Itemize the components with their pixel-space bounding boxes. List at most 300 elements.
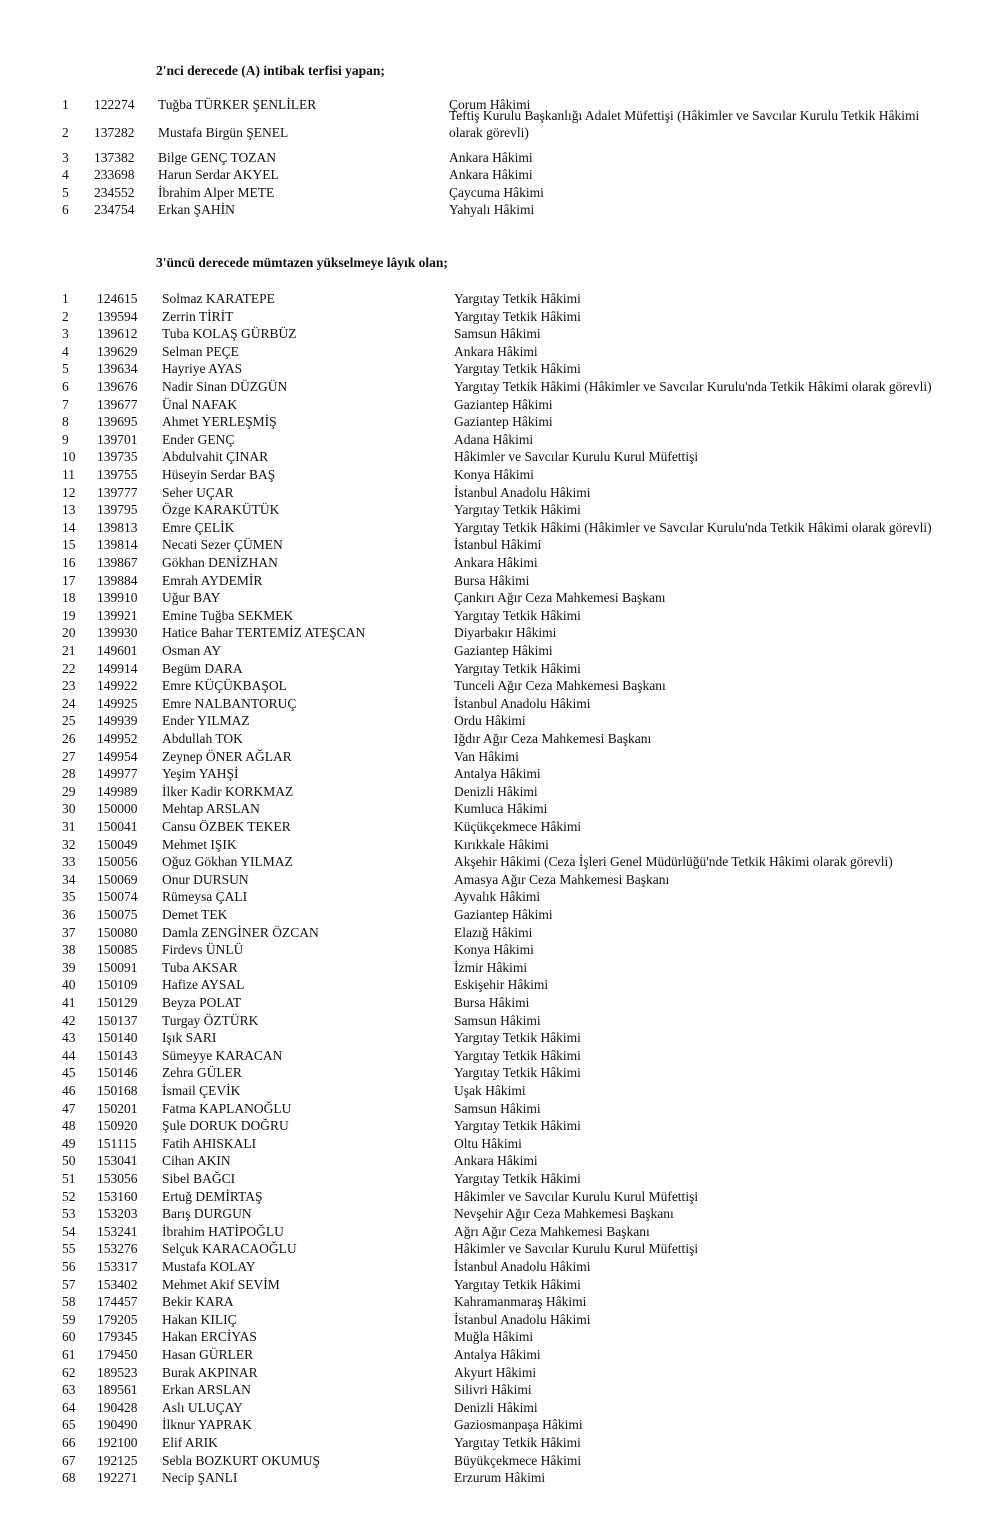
table-row	[0, 466, 1000, 484]
person-name: Hakan KILIÇ	[162, 1311, 237, 1327]
row-number: 27	[62, 748, 76, 764]
row-number: 56	[62, 1259, 76, 1274]
sicil-number: 139777	[97, 484, 138, 500]
sicil-number: 139867	[97, 555, 138, 570]
person-name: Aslı ULUÇAY	[162, 1399, 243, 1415]
position-title: Muğla Hâkimi	[454, 1329, 534, 1345]
person-name: Işık SARI	[162, 1030, 217, 1046]
person-name: İlker Kadir KORKMAZ	[162, 783, 294, 799]
row-number: 29	[62, 783, 76, 799]
row-number: 4	[62, 343, 69, 359]
sicil-number: 150109	[97, 977, 138, 993]
position-title: İstanbul Anadolu Hâkimi	[454, 484, 591, 500]
position-title: Büyükçekmece Hâkimi	[454, 1452, 582, 1468]
row-number: 17	[62, 572, 76, 588]
position-title: Teftiş Kurulu Başkanlığı Adalet Müfettişi (Hâkimler ve Savcılar Kurulu Tetkik Hâkimi olarak görevli)	[449, 107, 920, 140]
row-number: 47	[62, 1100, 76, 1116]
sicil-number: 139629	[97, 343, 138, 359]
table-row	[0, 1100, 1000, 1118]
row-number: 20	[62, 625, 76, 641]
table-row	[0, 308, 1000, 326]
table-row	[0, 1452, 1000, 1470]
table-row	[0, 1416, 1000, 1434]
person-name: Elif ARIK	[162, 1435, 218, 1450]
row-number: 43	[62, 1030, 76, 1046]
row-number: 18	[62, 590, 76, 606]
position-title: Bursa Hâkimi	[454, 572, 530, 588]
sicil-number: 150074	[97, 889, 138, 905]
table-row	[0, 888, 1000, 906]
position-title: Yargıtay Tetkik Hâkimi	[454, 502, 581, 518]
row-number: 19	[62, 607, 76, 623]
row-number: 6	[62, 202, 69, 218]
position-title: Gaziantep Hâkimi	[454, 396, 553, 412]
row-number: 8	[62, 414, 69, 430]
position-title: Küçükçekmece Hâkimi	[454, 819, 582, 834]
sicil-number: 153056	[97, 1171, 138, 1186]
sicil-number: 122274	[94, 97, 135, 112]
sicil-number: 139677	[97, 396, 138, 412]
position-title: Yargıtay Tetkik Hâkimi	[454, 1171, 581, 1186]
sicil-number: 153203	[97, 1206, 138, 1222]
position-title: İstanbul Anadolu Hâkimi	[454, 695, 591, 711]
sicil-number: 139884	[97, 572, 138, 588]
row-number: 36	[62, 907, 76, 922]
table-row	[0, 906, 1000, 924]
row-number: 63	[62, 1382, 76, 1398]
table-row	[0, 184, 1000, 202]
sicil-number: 192271	[97, 1470, 138, 1486]
position-title: Yargıtay Tetkik Hâkimi	[454, 1276, 581, 1292]
table-row	[0, 1205, 1000, 1223]
table-row	[0, 1170, 1000, 1188]
sicil-number: 137382	[94, 149, 135, 165]
person-name: Mehtap ARSLAN	[162, 801, 260, 817]
person-name: Ertuğ DEMİRTAŞ	[162, 1188, 263, 1204]
row-number: 64	[62, 1399, 76, 1415]
sicil-number: 150201	[97, 1100, 138, 1116]
position-title: Yargıtay Tetkik Hâkimi	[454, 1065, 581, 1081]
table-row	[0, 748, 1000, 766]
sicil-number: 190428	[97, 1399, 138, 1415]
position-title: Yargıtay Tetkik Hâkimi	[454, 1118, 581, 1134]
person-name: Selçuk KARACAOĞLU	[162, 1241, 297, 1257]
row-number: 10	[62, 449, 76, 465]
sicil-number: 179450	[97, 1347, 138, 1362]
position-title: Gaziantep Hâkimi	[454, 907, 553, 922]
sicil-number: 139910	[97, 590, 138, 606]
table-row	[0, 536, 1000, 554]
row-number: 23	[62, 678, 76, 694]
row-number: 58	[62, 1294, 76, 1310]
sicil-number: 139695	[97, 414, 138, 430]
person-name: Zeynep ÖNER AĞLAR	[162, 748, 292, 764]
row-number: 24	[62, 695, 76, 711]
row-number: 50	[62, 1153, 76, 1169]
position-title: İstanbul Anadolu Hâkimi	[454, 1259, 591, 1274]
sicil-number: 149939	[97, 713, 138, 729]
table-row	[0, 959, 1000, 977]
position-title: Ankara Hâkimi	[449, 167, 533, 183]
sicil-number: 139813	[97, 519, 138, 535]
row-number: 16	[62, 555, 76, 570]
position-title: Akşehir Hâkimi (Ceza İşleri Genel Müdürlüğü'nde Tetkik Hâkimi olarak görevli)	[454, 854, 893, 870]
position-title: Yargıtay Tetkik Hâkimi	[454, 607, 581, 623]
person-name: Hüseyin Serdar BAŞ	[162, 467, 276, 482]
section2-heading: 2'nci derecede (A) intibak terfisi yapan;	[156, 63, 385, 78]
table-row	[0, 1135, 1000, 1153]
sicil-number: 153402	[97, 1276, 138, 1292]
row-number: 13	[62, 502, 76, 518]
row-number: 42	[62, 1012, 76, 1028]
position-title: Nevşehir Ağır Ceza Mahkemesi Başkanı	[454, 1206, 674, 1222]
person-name: Hayriye AYAS	[162, 361, 243, 377]
person-name: Ahmet YERLEŞMİŞ	[162, 414, 277, 430]
person-name: Beyza POLAT	[162, 995, 242, 1010]
table-row	[0, 924, 1000, 942]
row-number: 5	[62, 184, 69, 200]
row-number: 37	[62, 924, 76, 940]
sicil-number: 150091	[97, 959, 138, 975]
person-name: Onur DURSUN	[162, 871, 249, 887]
table-row	[0, 1188, 1000, 1206]
table-row	[0, 107, 1000, 152]
person-name: Hatice Bahar TERTEMİZ ATEŞCAN	[162, 625, 366, 641]
sicil-number: 153317	[97, 1259, 138, 1274]
row-number: 61	[62, 1347, 76, 1362]
table-row	[0, 589, 1000, 607]
sicil-number: 149952	[97, 731, 138, 746]
person-name: Uğur BAY	[162, 590, 221, 606]
position-title: Kırıkkale Hâkimi	[454, 836, 549, 852]
person-name: Emre ÇELİK	[162, 519, 235, 535]
row-number: 55	[62, 1241, 76, 1257]
row-number: 46	[62, 1083, 76, 1098]
person-name: İbrahim HATİPOĞLU	[162, 1223, 284, 1239]
person-name: Barış DURGUN	[162, 1206, 252, 1222]
person-name: Seher UÇAR	[162, 484, 234, 500]
position-title: Çaycuma Hâkimi	[449, 184, 544, 200]
person-name: Hasan GÜRLER	[162, 1347, 254, 1362]
table-row	[0, 501, 1000, 519]
person-name: Demet TEK	[162, 907, 228, 922]
table-row	[0, 1328, 1000, 1346]
table-row	[0, 1434, 1000, 1452]
row-number: 67	[62, 1452, 76, 1468]
position-title: Yargıtay Tetkik Hâkimi	[454, 1435, 581, 1450]
sicil-number: 190490	[97, 1417, 138, 1433]
sicil-number: 150129	[97, 995, 138, 1010]
row-number: 26	[62, 731, 76, 746]
sicil-number: 149977	[97, 766, 138, 782]
position-title: İzmir Hâkimi	[454, 959, 528, 975]
position-title: Yahyalı Hâkimi	[449, 202, 535, 218]
sicil-number: 150143	[97, 1047, 138, 1063]
position-title: Ankara Hâkimi	[454, 1153, 538, 1169]
person-name: Sümeyye KARACAN	[162, 1047, 283, 1063]
table-row	[0, 624, 1000, 642]
row-number: 15	[62, 537, 76, 553]
row-number: 1	[62, 291, 69, 306]
table-row	[0, 1240, 1000, 1258]
sicil-number: 153276	[97, 1241, 138, 1257]
person-name: Cihan AKIN	[162, 1153, 231, 1169]
row-number: 3	[62, 326, 69, 342]
row-number: 14	[62, 519, 76, 535]
person-name: Solmaz KARATEPE	[162, 291, 275, 306]
row-number: 54	[62, 1223, 76, 1239]
row-number: 59	[62, 1311, 76, 1327]
person-name: Abdullah TOK	[162, 731, 243, 746]
position-title: Erzurum Hâkimi	[454, 1470, 546, 1486]
person-name: Mustafa KOLAY	[162, 1259, 256, 1274]
row-number: 6	[62, 379, 69, 394]
sicil-number: 139701	[97, 431, 138, 447]
table-row	[0, 343, 1000, 361]
position-title: Ankara Hâkimi	[449, 149, 533, 165]
row-number: 41	[62, 995, 76, 1010]
table-row	[0, 607, 1000, 625]
position-title: Ankara Hâkimi	[454, 343, 538, 359]
row-number: 3	[62, 149, 69, 165]
sicil-number: 139634	[97, 361, 138, 377]
person-name: Hafize AYSAL	[162, 977, 245, 993]
position-title: Yargıtay Tetkik Hâkimi (Hâkimler ve Savcılar Kurulu'nda Tetkik Hâkimi olarak görevli)	[454, 379, 932, 394]
position-title: İstanbul Anadolu Hâkimi	[454, 1311, 591, 1327]
position-title: İstanbul Hâkimi	[454, 537, 542, 553]
sicil-number: 124615	[97, 291, 138, 306]
position-title: Yargıtay Tetkik Hâkimi	[454, 291, 581, 306]
table-row	[0, 431, 1000, 449]
sicil-number: 150049	[97, 836, 138, 852]
table-row	[0, 448, 1000, 466]
sicil-number: 192125	[97, 1452, 138, 1468]
sicil-number: 179345	[97, 1329, 138, 1345]
sicil-number: 192100	[97, 1435, 138, 1450]
person-name: Ünal NAFAK	[162, 396, 238, 412]
position-title: Konya Hâkimi	[454, 942, 534, 958]
position-title: Diyarbakır Hâkimi	[454, 625, 557, 641]
table-row	[0, 1223, 1000, 1241]
sicil-number: 150080	[97, 924, 138, 940]
row-number: 60	[62, 1329, 76, 1345]
sicil-number: 234552	[94, 184, 135, 200]
position-title: Iğdır Ağır Ceza Mahkemesi Başkanı	[454, 731, 652, 746]
person-name: Erkan ARSLAN	[162, 1382, 251, 1398]
person-name: İsmail ÇEVİK	[162, 1083, 241, 1098]
person-name: Mehmet IŞIK	[162, 836, 237, 852]
sicil-number: 149922	[97, 678, 138, 694]
table-row	[0, 730, 1000, 748]
table-row	[0, 1117, 1000, 1135]
person-name: Oğuz Gökhan YILMAZ	[162, 854, 293, 870]
person-name: Gökhan DENİZHAN	[162, 555, 278, 570]
sicil-number: 139814	[97, 537, 138, 553]
person-name: Harun Serdar AKYEL	[158, 167, 279, 183]
table-row	[0, 1346, 1000, 1364]
sicil-number: 150168	[97, 1083, 138, 1098]
position-title: Denizli Hâkimi	[454, 783, 538, 799]
person-name: Şule DORUK DOĞRU	[162, 1118, 289, 1134]
position-title: Ordu Hâkimi	[454, 713, 526, 729]
person-name: Hakan ERCİYAS	[162, 1329, 257, 1345]
person-name: Mehmet Akif SEVİM	[162, 1276, 280, 1292]
sicil-number: 150085	[97, 942, 138, 958]
row-number: 40	[62, 977, 76, 993]
row-number: 48	[62, 1118, 76, 1134]
table-row	[0, 695, 1000, 713]
position-title: Samsun Hâkimi	[454, 1012, 541, 1028]
sicil-number: 174457	[97, 1294, 138, 1310]
position-title: Silivri Hâkimi	[454, 1382, 532, 1398]
sicil-number: 139795	[97, 502, 138, 518]
table-row	[0, 572, 1000, 590]
row-number: 4	[62, 167, 69, 183]
person-name: Yeşim YAHŞİ	[162, 766, 239, 782]
position-title: Ayvalık Hâkimi	[454, 889, 541, 905]
table-row	[0, 1364, 1000, 1382]
row-number: 30	[62, 801, 76, 817]
person-name: Emine Tuğba SEKMEK	[162, 607, 294, 623]
sicil-number: 189523	[97, 1364, 138, 1380]
row-number: 11	[62, 467, 75, 482]
sicil-number: 149954	[97, 748, 138, 764]
position-title: Gaziantep Hâkimi	[454, 643, 553, 658]
sicil-number: 150137	[97, 1012, 138, 1028]
person-name: Damla ZENGİNER ÖZCAN	[162, 924, 319, 940]
position-title: Samsun Hâkimi	[454, 1100, 541, 1116]
position-title: Çorum Hâkimi	[449, 97, 531, 112]
table-row	[0, 660, 1000, 678]
sicil-number: 233698	[94, 167, 135, 183]
table-row	[0, 413, 1000, 431]
table-row	[0, 1381, 1000, 1399]
table-row	[0, 325, 1000, 343]
sicil-number: 149914	[97, 660, 138, 676]
row-number: 2	[62, 124, 69, 140]
person-name: Zehra GÜLER	[162, 1065, 242, 1081]
table-row	[0, 290, 1000, 308]
position-title: Yargıtay Tetkik Hâkimi	[454, 1047, 581, 1063]
table-row	[0, 712, 1000, 730]
table-row	[0, 484, 1000, 502]
person-name: Mustafa Birgün ŞENEL	[158, 124, 289, 140]
person-name: Bilge GENÇ TOZAN	[158, 149, 276, 165]
position-title: Gaziosmanpaşa Hâkimi	[454, 1417, 583, 1433]
table-row	[0, 871, 1000, 889]
person-name: Sibel BAĞCI	[162, 1171, 236, 1186]
person-name: Necati Sezer ÇÜMEN	[162, 537, 283, 553]
sicil-number: 139594	[97, 308, 138, 324]
person-name: Begüm DARA	[162, 660, 243, 676]
sicil-number: 139921	[97, 607, 138, 623]
table-row	[0, 765, 1000, 783]
row-number: 44	[62, 1047, 76, 1063]
position-title: Elazığ Hâkimi	[454, 924, 533, 940]
row-number: 25	[62, 713, 76, 729]
row-number: 49	[62, 1135, 76, 1151]
person-name: Firdevs ÜNLÜ	[162, 942, 244, 958]
table-row	[0, 941, 1000, 959]
position-title: Kahramanmaraş Hâkimi	[454, 1294, 587, 1310]
position-title: Amasya Ağır Ceza Mahkemesi Başkanı	[454, 871, 670, 887]
sicil-number: 149989	[97, 783, 138, 799]
row-number: 9	[62, 431, 69, 447]
section3-heading: 3'üncü derecede mümtazen yükselmeye lâyık olan;	[156, 255, 448, 270]
person-name: Selman PEÇE	[162, 343, 239, 359]
table-row	[0, 519, 1000, 537]
table-row	[0, 818, 1000, 836]
sicil-number: 150000	[97, 801, 138, 817]
sicil-number: 139612	[97, 326, 138, 342]
position-title: Van Hâkimi	[454, 748, 519, 764]
person-name: Ender GENÇ	[162, 431, 235, 447]
sicil-number: 139930	[97, 625, 138, 641]
sicil-number: 150146	[97, 1065, 138, 1081]
person-name: Sebla BOZKURT OKUMUŞ	[162, 1452, 320, 1468]
person-name: İlknur YAPRAK	[162, 1417, 252, 1433]
position-title: Bursa Hâkimi	[454, 995, 530, 1010]
position-title: Yargıtay Tetkik Hâkimi	[454, 361, 581, 377]
table-row	[0, 1276, 1000, 1294]
person-name: Tuba KOLAŞ GÜRBÜZ	[162, 326, 297, 342]
table-row	[0, 1258, 1000, 1276]
row-number: 52	[62, 1188, 76, 1204]
person-name: Nadir Sinan DÜZGÜN	[162, 379, 288, 394]
person-name: Ender YILMAZ	[162, 713, 250, 729]
table-row	[0, 1064, 1000, 1082]
position-title: Ağrı Ağır Ceza Mahkemesi Başkanı	[454, 1223, 650, 1239]
sicil-number: 139676	[97, 379, 138, 394]
sicil-number: 150920	[97, 1118, 138, 1134]
row-number: 57	[62, 1276, 76, 1292]
row-number: 21	[62, 643, 76, 658]
row-number: 31	[62, 819, 76, 834]
position-title: Eskişehir Hâkimi	[454, 977, 549, 993]
person-name: Rümeysa ÇALI	[162, 889, 248, 905]
row-number: 38	[62, 942, 76, 958]
table-row	[0, 853, 1000, 871]
row-number: 32	[62, 836, 76, 852]
table-row	[0, 201, 1000, 219]
row-number: 12	[62, 484, 76, 500]
position-title: Uşak Hâkimi	[454, 1083, 526, 1098]
table-row	[0, 396, 1000, 414]
table-row	[0, 1311, 1000, 1329]
table-row	[0, 1082, 1000, 1100]
person-name: Fatma KAPLANOĞLU	[162, 1100, 292, 1116]
position-title: Samsun Hâkimi	[454, 326, 541, 342]
person-name: Fatih AHISKALI	[162, 1135, 257, 1151]
row-number: 68	[62, 1470, 76, 1486]
position-title: Yargıtay Tetkik Hâkimi	[454, 1030, 581, 1046]
position-title: Yargıtay Tetkik Hâkimi	[454, 660, 581, 676]
person-name: Emre KÜÇÜKBAŞOL	[162, 678, 287, 694]
sicil-number: 149601	[97, 643, 138, 658]
person-name: Özge KARAKÜTÜK	[162, 502, 280, 518]
person-name: Tuba AKSAR	[162, 959, 238, 975]
person-name: Zerrin TİRİT	[162, 308, 234, 324]
table-row	[0, 1152, 1000, 1170]
sicil-number: 139735	[97, 449, 138, 465]
position-title: Antalya Hâkimi	[454, 766, 541, 782]
position-title: Çankırı Ağır Ceza Mahkemesi Başkanı	[454, 590, 666, 606]
sicil-number: 150140	[97, 1030, 138, 1046]
person-name: Necip ŞANLI	[162, 1470, 238, 1486]
table-row	[0, 1012, 1000, 1030]
sicil-number: 150075	[97, 907, 138, 922]
position-title: Hâkimler ve Savcılar Kurulu Kurul Müfettişi	[454, 449, 699, 465]
